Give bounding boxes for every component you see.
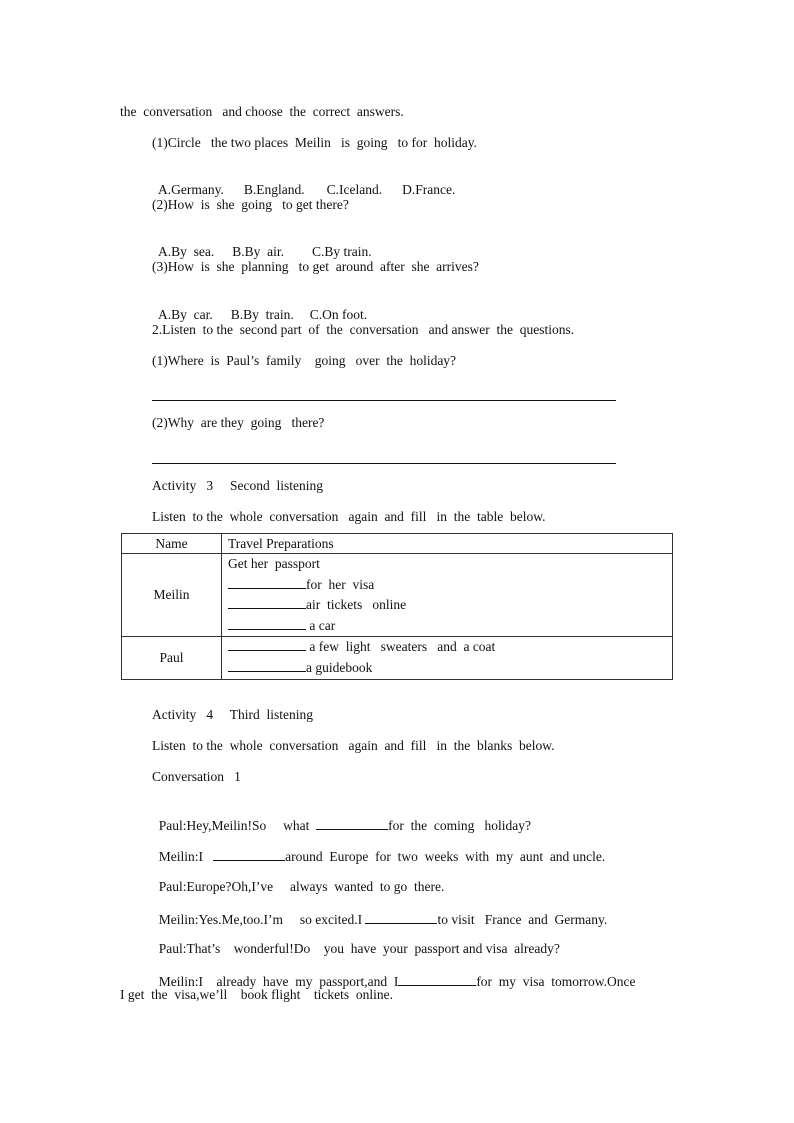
option-a[interactable]: A.By sea. [158, 244, 215, 259]
activity-3-instruction: Listen to the whole conversation again and fill in the table below. [152, 509, 546, 524]
instruction-continuation: the conversation and choose the correct answers. [120, 104, 404, 119]
fill-blank[interactable] [228, 575, 306, 589]
option-b[interactable]: B.England. [243, 182, 305, 197]
prep-item: a car [228, 616, 672, 637]
prep-item: a few light sweaters and a coat [228, 637, 672, 658]
question-1-2-options [152, 228, 372, 260]
travel-preparations-table [121, 533, 673, 680]
fill-blank[interactable] [365, 910, 437, 924]
prep-item: Get her passport [228, 556, 320, 571]
table-row [122, 554, 673, 637]
row-items-meilin [222, 554, 673, 637]
fill-blank[interactable] [398, 972, 476, 986]
option-a[interactable]: A.Germany. [158, 182, 224, 197]
option-c[interactable]: C.On foot. [309, 307, 368, 322]
question-2-1: (1)Where is Paul’s family going over the holiday? [152, 353, 457, 368]
activity-4-instruction: Listen to the whole conversation again and fill in the blanks below. [152, 738, 555, 753]
fill-blank[interactable] [213, 847, 285, 861]
question-2-2: (2)Why are they going there? [152, 415, 325, 430]
prep-item: air tickets online [228, 595, 672, 616]
fill-blank[interactable] [228, 595, 306, 609]
dialogue-line: Paul:Europe?Oh,I’ve always wanted to go there. [158, 879, 445, 894]
dialogue-continuation: I get the visa,we’ll book flight tickets online. [120, 987, 393, 1002]
table-row [122, 637, 673, 679]
row-items-paul [222, 637, 673, 679]
row-name-paul: Paul [122, 637, 222, 679]
header-travel-preparations: Travel Preparations [222, 534, 673, 554]
answer-line-2-1[interactable] [152, 400, 616, 401]
dialogue-line: Meilin:I around Europe for two weeks with my aunt and uncle. [158, 849, 606, 864]
fill-blank[interactable] [228, 616, 306, 630]
row-name-meilin: Meilin [122, 554, 222, 637]
section-2-instruction: 2.Listen to the second part of the conversation and answer the questions. [152, 322, 575, 337]
fill-blank[interactable] [228, 637, 306, 651]
option-c[interactable]: C.Iceland. [326, 182, 383, 197]
fill-blank[interactable] [316, 816, 388, 830]
option-b[interactable]: B.By train. [230, 307, 294, 322]
option-d[interactable]: D.France. [402, 182, 456, 197]
prep-item: a guidebook [228, 658, 672, 679]
question-1-3-options [152, 291, 367, 323]
dialogue-line: Paul:That’s wonderful!Do you have your passport and visa already? [158, 941, 560, 956]
answer-line-2-2[interactable] [152, 463, 616, 464]
table-header-row [122, 534, 673, 554]
prep-item: for her visa [228, 575, 672, 596]
question-1-1-options [152, 166, 455, 198]
question-1-3: (3)How is she planning to get around after she arrives? [152, 259, 479, 274]
conversation-label: Conversation 1 [152, 769, 241, 784]
dialogue-line: Meilin:Yes.Me,too.I’m so excited.I to visit France and Germany. [158, 912, 608, 927]
header-name: Name [122, 534, 222, 554]
option-b[interactable]: B.By air. [232, 244, 285, 259]
option-a[interactable]: A.By car. [158, 307, 213, 322]
activity-4-title: Activity 4 Third listening [152, 707, 313, 722]
question-1-1: (1)Circle the two places Meilin is going to for holiday. [152, 135, 477, 150]
dialogue-line: Paul:Hey,Meilin!So what for the coming holiday? [158, 818, 531, 833]
fill-blank[interactable] [228, 658, 306, 672]
dialogue-line: Meilin:I already have my passport,and I for my visa tomorrow.Once [158, 974, 636, 989]
option-c[interactable]: C.By train. [312, 244, 372, 259]
question-1-2: (2)How is she going to get there? [152, 197, 349, 212]
activity-3-title: Activity 3 Second listening [152, 478, 323, 493]
